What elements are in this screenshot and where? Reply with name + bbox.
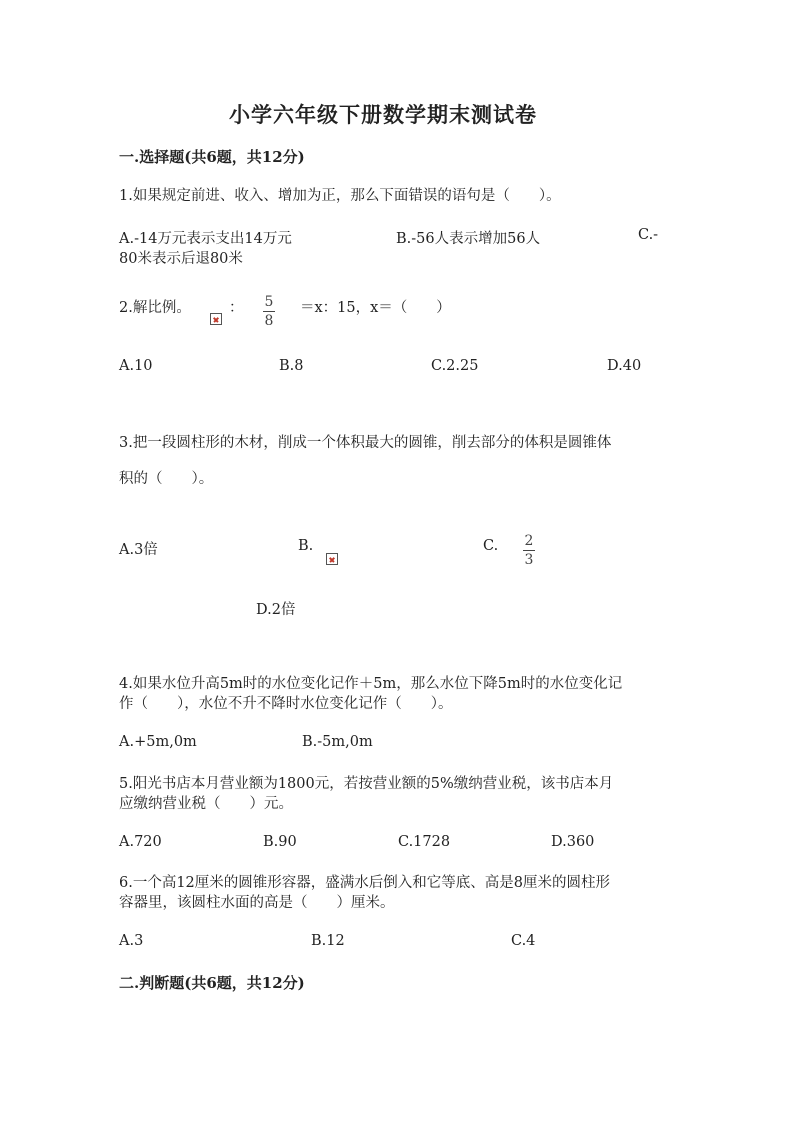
option-b: B.-5m,0m [302, 734, 373, 750]
fraction-bar [263, 311, 275, 312]
option-b: B. [298, 538, 314, 554]
question-text-continued: 应缴纳营业税（ ）元。 [119, 796, 293, 812]
question-text-continued: 积的（ ）。 [119, 471, 214, 487]
fraction-denominator: 3 [524, 552, 534, 568]
ratio-colon: ： [229, 300, 244, 316]
option-d: D.2倍 [256, 602, 296, 618]
option-c: C.- [638, 227, 659, 243]
option-c: C. [483, 538, 499, 554]
option-b: B.12 [311, 933, 345, 949]
question-text-continued: 作（ ），水位不升不降时水位变化记作（ ）。 [119, 696, 453, 712]
option-b: B.-56人表示增加56人 [396, 231, 541, 247]
section-heading-choice: 一.选择题(共6题，共12分) [119, 148, 305, 166]
option-b: B.90 [263, 834, 297, 850]
question-text: 3.把一段圆柱形的木材，削成一个体积最大的圆锥，削去部分的体积是圆锥体 [119, 435, 612, 451]
option-d: D.40 [607, 358, 642, 374]
option-c-continued: 80米表示后退80米 [119, 251, 243, 267]
option-c: C.1728 [398, 834, 451, 850]
question-text: 5.阳光书店本月营业额为1800元，若按营业额的5%缴纳营业税，该书店本月 [119, 776, 614, 792]
question-text: 2.解比例。 [119, 300, 191, 316]
question-text: 4.如果水位升高5m时的水位变化记作＋5m，那么水位下降5m时的水位变化记 [119, 676, 623, 692]
option-b: B.8 [279, 358, 304, 374]
broken-image-icon [326, 553, 338, 565]
fraction-two-thirds [523, 533, 535, 568]
option-a: A.720 [119, 834, 162, 850]
question-text: 1.如果规定前进、收入、增加为正，那么下面错误的语句是（ ）。 [119, 188, 561, 204]
question-text: 6.一个高12厘米的圆锥形容器，盛满水后倒入和它等底、高是8厘米的圆柱形 [119, 875, 611, 891]
fraction-denominator: 8 [264, 313, 274, 329]
option-a: A.3倍 [119, 542, 158, 558]
option-c: C.2.25 [431, 358, 479, 374]
option-a: A.3 [119, 933, 144, 949]
question-text-suffix: ＝x：15，x＝（ ） [300, 300, 451, 316]
fraction-numerator: 2 [524, 533, 534, 549]
page-title: 小学六年级下册数学期末测试卷 [229, 102, 537, 127]
option-a: A.+5m,0m [119, 734, 197, 750]
fraction-numerator: 5 [264, 294, 274, 310]
option-c: C.4 [511, 933, 536, 949]
fraction-five-eighths [263, 294, 275, 329]
question-text-continued: 容器里，该圆柱水面的高是（ ）厘米。 [119, 895, 395, 911]
option-a: A.-14万元表示支出14万元 [119, 231, 292, 247]
broken-image-icon [210, 313, 222, 325]
option-a: A.10 [119, 358, 153, 374]
section-heading-true-false: 二.判断题(共6题，共12分) [119, 974, 305, 992]
option-d: D.360 [551, 834, 595, 850]
fraction-bar [523, 550, 535, 551]
